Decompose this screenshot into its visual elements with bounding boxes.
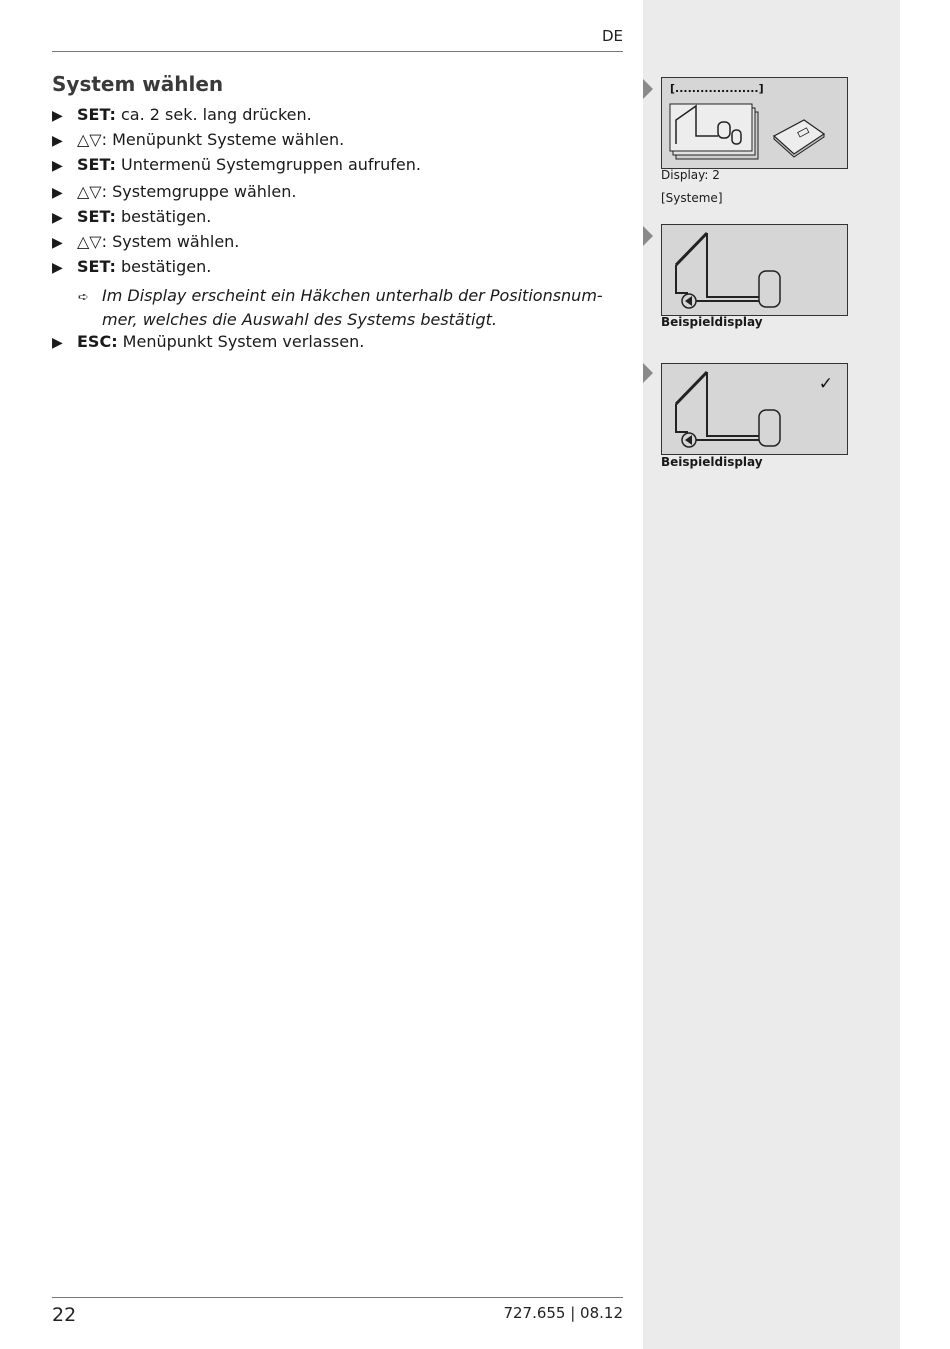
bullet-icon: ▶ <box>52 210 63 226</box>
bullet-icon: ▶ <box>52 335 63 351</box>
figure-caption: Beispieldisplay <box>661 455 763 469</box>
step-6 <box>52 232 239 253</box>
step-3 <box>52 155 421 176</box>
figure-caption: Beispieldisplay <box>661 315 763 329</box>
step-text: bestätigen. <box>115 257 212 276</box>
step-key: SET: <box>77 207 116 226</box>
document-reference: 727.655 | 08.12 <box>503 1304 623 1322</box>
figure-marker-icon <box>643 363 653 383</box>
step-text: ca. 2 sek. lang drücken. <box>115 105 312 124</box>
step-result <box>78 285 603 331</box>
display-figure-2 <box>661 224 848 316</box>
step-text: : System wählen. <box>101 232 240 251</box>
arrow-keys-icon: △▽ <box>77 130 102 149</box>
step-key: SET: <box>77 105 116 124</box>
step-2 <box>52 130 344 151</box>
figure-marker-icon <box>643 79 653 99</box>
display-figure-1 <box>661 77 848 169</box>
arrow-keys-icon: △▽ <box>77 232 102 251</box>
bullet-icon: ▶ <box>52 108 63 124</box>
page-number: 22 <box>52 1304 77 1326</box>
step-final <box>52 332 364 353</box>
figure-marker-icon <box>643 226 653 246</box>
display-label: [....................] <box>670 82 764 95</box>
step-text: : Menüpunkt Systeme wählen. <box>101 130 345 149</box>
step-5 <box>52 207 211 228</box>
footer-divider <box>52 1297 623 1298</box>
step-text: bestätigen. <box>115 207 212 226</box>
result-line-1: ➪ Im Display erscheint ein Häkchen unterhalb der Positionsnum- <box>78 285 603 309</box>
result-line-2: mer, welches die Auswahl des Systems bestätigt. <box>102 310 497 329</box>
section-title: System wählen <box>52 72 224 96</box>
bullet-icon: ▶ <box>52 185 63 201</box>
step-4 <box>52 182 296 203</box>
step-1 <box>52 105 312 126</box>
step-text: Untermenü Systemgruppen aufrufen. <box>115 155 421 174</box>
step-text: Menüpunkt System verlassen. <box>117 332 365 351</box>
arrow-keys-icon: △▽ <box>77 182 102 201</box>
bullet-icon: ▶ <box>52 260 63 276</box>
result-arrow-icon: ➪ <box>78 290 89 305</box>
step-key: SET: <box>77 155 116 174</box>
bullet-icon: ▶ <box>52 158 63 174</box>
solar-system-diagram <box>662 225 847 315</box>
header-divider <box>52 51 623 52</box>
bullet-icon: ▶ <box>52 133 63 149</box>
checkmark-icon: ✓ <box>818 374 833 394</box>
system-groups-illustration <box>662 78 847 168</box>
display-menu-label: [Systeme] <box>661 191 723 205</box>
step-key: ESC: <box>77 332 118 351</box>
step-key: SET: <box>77 257 116 276</box>
display-figure-3 <box>661 363 848 455</box>
bullet-icon: ▶ <box>52 235 63 251</box>
display-caption: Display: 2 <box>661 168 720 182</box>
step-text: : Systemgruppe wählen. <box>101 182 297 201</box>
language-label: DE <box>601 27 623 45</box>
step-7 <box>52 257 211 278</box>
